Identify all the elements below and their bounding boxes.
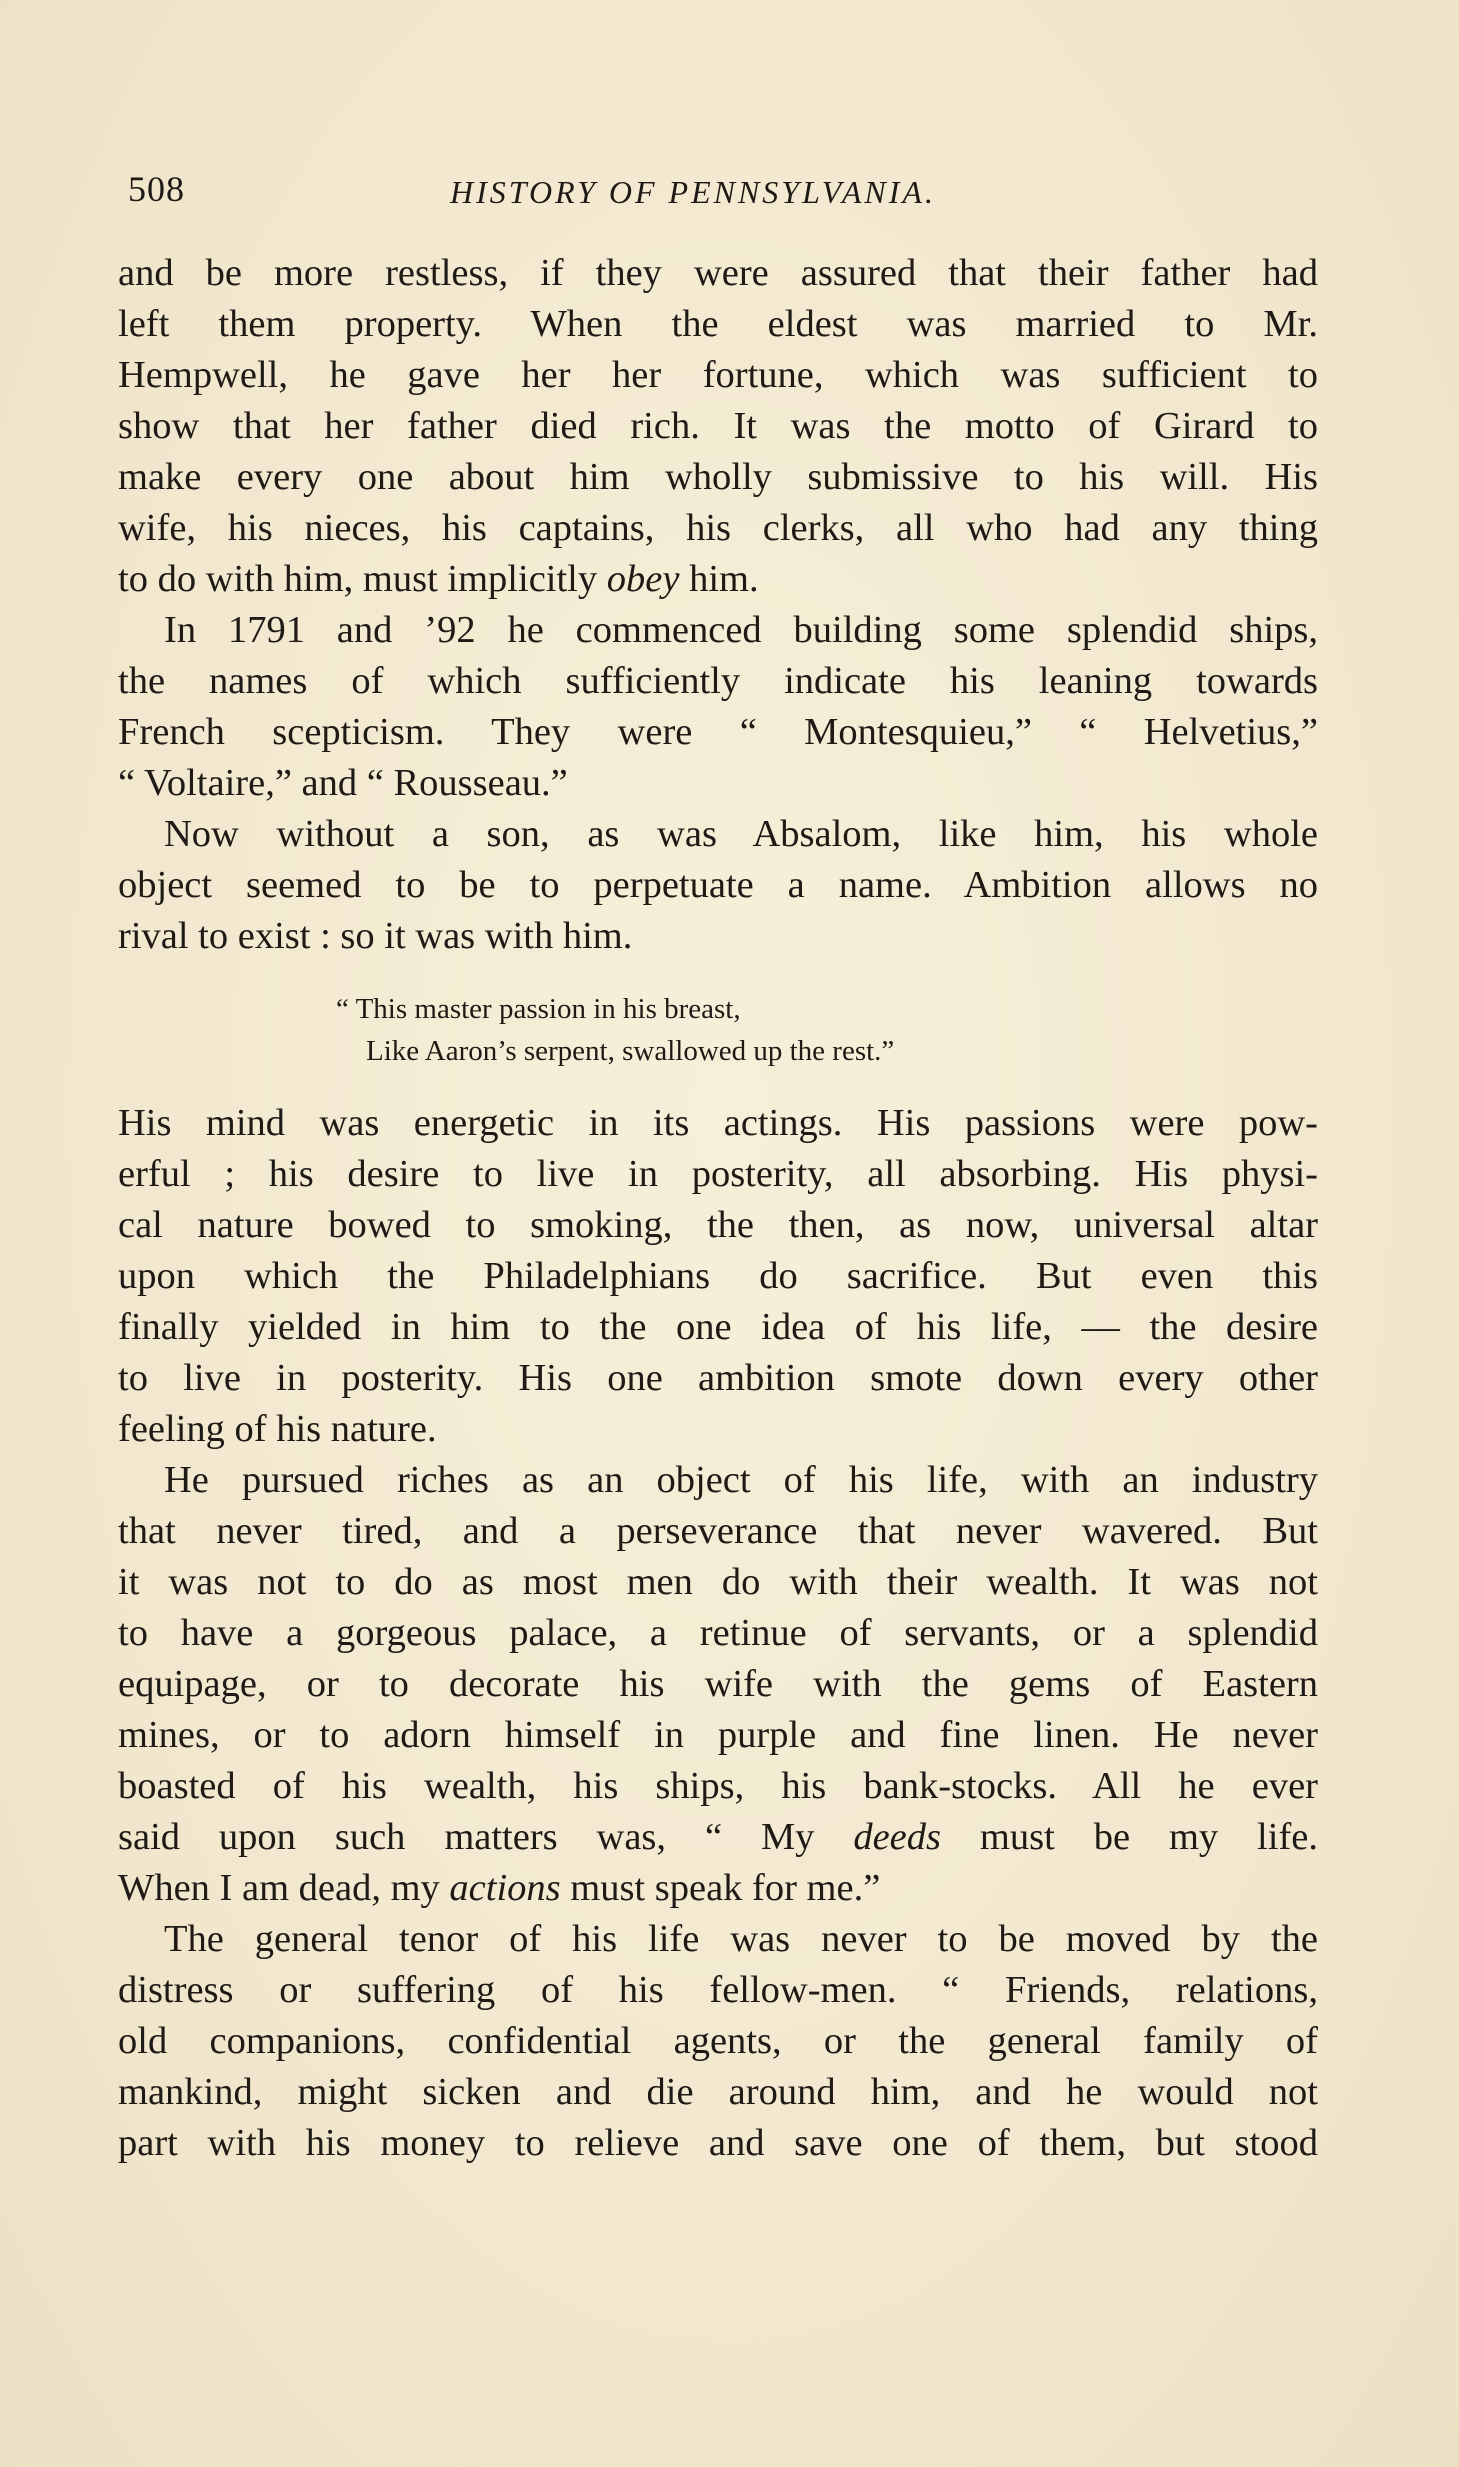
paragraph (118, 1914, 1318, 2169)
emphasis-word: deeds (853, 1816, 942, 1858)
text-line (118, 1863, 1318, 1914)
text-line: mines, or to adorn himself in purple and fine linen. He never (118, 1714, 1318, 1756)
verse-quote (118, 988, 1318, 1072)
running-title: HISTORY OF PENNSYLVANIA. (450, 174, 936, 210)
text-line: rival to exist : so it was with him. (118, 915, 633, 957)
text-line: distress or suffering of his fellow-men. “ Friends, relations, (118, 1969, 1318, 2011)
text-line: and be more restless, if they were assured that their father had (118, 252, 1318, 294)
text-line: part with his money to relieve and save one of them, but stood (118, 2122, 1318, 2164)
paragraph (118, 809, 1318, 962)
text-line: equipage, or to decorate his wife with the gems of Eastern (118, 1663, 1318, 1705)
quote-line: “ This master passion in his breast, (336, 993, 741, 1025)
page-header (128, 168, 1318, 218)
text-line: object seemed to be to perpetuate a name. Ambition allows no (118, 864, 1318, 906)
text-line: He pursued riches as an object of his life, with an industry (164, 1459, 1318, 1501)
text-line: upon which the Philadelphians do sacrifice. But even this (118, 1255, 1318, 1297)
paragraph (118, 1098, 1318, 1455)
text-line: to have a gorgeous palace, a retinue of servants, or a splendid (118, 1612, 1318, 1654)
emphasis-word: obey (606, 558, 680, 600)
text-line: the names of which sufficiently indicate his leaning towards (118, 660, 1318, 702)
text-line: In 1791 and ’92 he commenced building some splendid ships, (164, 609, 1318, 651)
text-run: to do with him, must implicitly (118, 558, 607, 600)
text-line: erful ; his desire to live in posterity, all absorbing. His physi- (118, 1153, 1318, 1195)
text-line: His mind was energetic in its actings. His passions were pow- (118, 1102, 1318, 1144)
text-run: said upon such matters was, “ My (118, 1816, 854, 1858)
text-line: show that her father died rich. It was the motto of Girard to (118, 405, 1318, 447)
text-line: mankind, might sicken and die around him, and he would not (118, 2071, 1318, 2113)
text-line: cal nature bowed to smoking, the then, as now, universal altar (118, 1204, 1318, 1246)
text-line (118, 554, 1318, 605)
emphasis-word: actions (449, 1867, 561, 1909)
text-line: make every one about him wholly submissive to his will. His (118, 456, 1318, 498)
text-line: old companions, confidential agents, or the general family of (118, 2020, 1318, 2062)
text-line: to live in posterity. His one ambition smote down every other (118, 1357, 1318, 1399)
text-run: must speak for me.” (560, 1867, 881, 1909)
text-run: must be my life. (941, 1816, 1318, 1858)
text-line: left them property. When the eldest was married to Mr. (118, 303, 1318, 345)
paragraph (118, 605, 1318, 809)
text-line: feeling of his nature. (118, 1408, 437, 1450)
body-text (118, 248, 1318, 2169)
text-line: “ Voltaire,” and “ Rousseau.” (118, 762, 568, 804)
paragraph (118, 1455, 1318, 1914)
page-number: 508 (128, 169, 185, 209)
text-line: boasted of his wealth, his ships, his bank-stocks. All he ever (118, 1765, 1318, 1807)
quote-line: Like Aaron’s serpent, swallowed up the rest.” (366, 1035, 895, 1067)
text-line: Hempwell, he gave her her fortune, which was sufficient to (118, 354, 1318, 396)
text-line: Now without a son, as was Absalom, like him, his whole (164, 813, 1318, 855)
text-run: him. (679, 558, 759, 600)
text-line: it was not to do as most men do with their wealth. It was not (118, 1561, 1318, 1603)
text-run: When I am dead, my (118, 1867, 450, 1909)
text-line: wife, his nieces, his captains, his clerks, all who had any thing (118, 507, 1318, 549)
text-line: The general tenor of his life was never to be moved by the (164, 1918, 1318, 1960)
paragraph (118, 248, 1318, 605)
text-line: that never tired, and a perseverance that never wavered. But (118, 1510, 1318, 1552)
text-line: finally yielded in him to the one idea of his life, — the desire (118, 1306, 1318, 1348)
text-line (118, 1812, 1318, 1863)
text-line: French scepticism. They were “ Montesquieu,” “ Helvetius,” (118, 711, 1318, 753)
